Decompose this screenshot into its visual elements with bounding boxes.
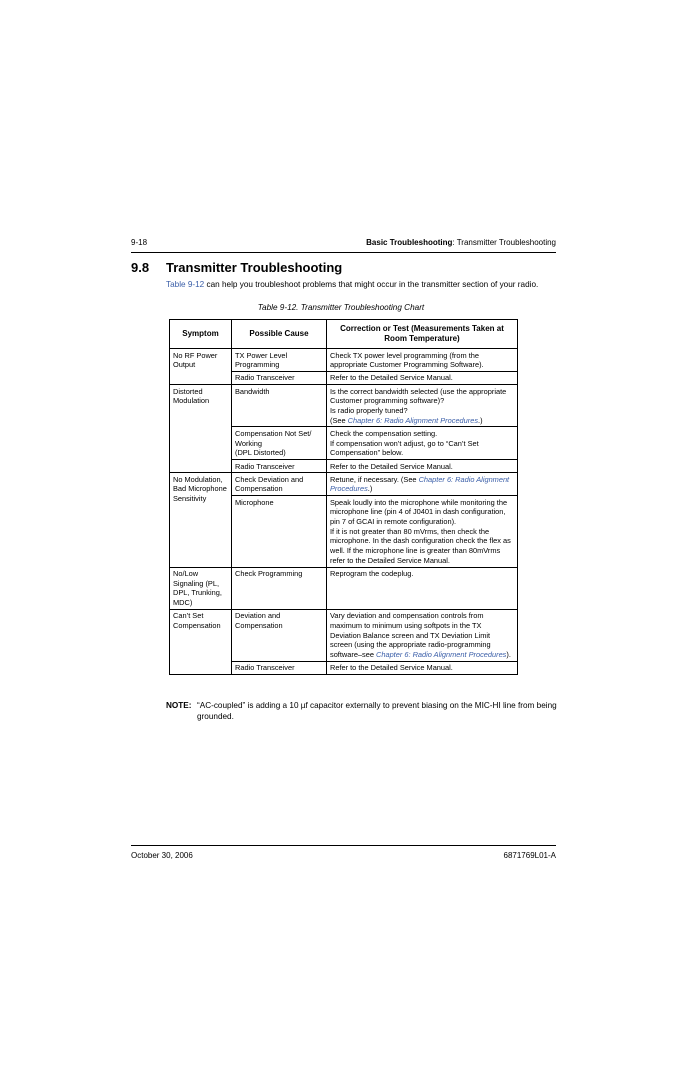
correction-cell bbox=[327, 371, 518, 384]
symptom-cell: No Modulation, Bad Microphone Sensitivity bbox=[170, 473, 232, 567]
correction-text: Check the compensation setting. If compensation won’t adjust, go to “Can’t Set Compensation” below. bbox=[330, 428, 479, 458]
header-rule bbox=[131, 252, 556, 253]
table-header-row bbox=[170, 320, 518, 349]
cause-cell: Bandwidth bbox=[232, 385, 327, 427]
section-number: 9.8 bbox=[131, 260, 150, 275]
section-intro bbox=[166, 279, 556, 290]
table-caption: Table 9-12. Transmitter Troubleshooting Chart bbox=[257, 303, 425, 312]
symptom-cell: No/Low Signaling (PL, DPL, Trunking, MDC) bbox=[170, 567, 232, 609]
correction-cell bbox=[327, 460, 518, 473]
correction-cell bbox=[327, 661, 518, 674]
correction-cell bbox=[327, 496, 518, 567]
header-correction: Correction or Test (Measurements Taken at Room Temperature) bbox=[327, 320, 518, 349]
cause-cell: TX Power Level Programming bbox=[232, 349, 327, 372]
header-chapter-rest: : Transmitter Troubleshooting bbox=[452, 238, 556, 247]
cause-cell: Check Programming bbox=[232, 567, 327, 609]
correction-text: Check TX power level programming (from the appropriate Customer Programming Software). bbox=[330, 350, 484, 370]
correction-cell bbox=[327, 385, 518, 427]
table-row bbox=[170, 385, 518, 427]
running-footer bbox=[131, 851, 556, 863]
correction-text: Vary deviation and compensation controls from maximum to minimum using softpots in the TX Deviation Balance screen and TX Deviation Limit screen (using the appropriate radio-programming software–see bbox=[330, 611, 491, 660]
header-chapter bbox=[366, 238, 556, 247]
cause-cell: Microphone bbox=[232, 496, 327, 567]
chapter-link[interactable]: Chapter 6: Radio Alignment Procedures bbox=[376, 650, 507, 660]
cause-cell: Radio Transceiver bbox=[232, 371, 327, 384]
correction-text: Refer to the Detailed Service Manual. bbox=[330, 461, 453, 471]
chapter-link[interactable]: Chapter 6: Radio Alignment Procedures bbox=[347, 415, 479, 425]
running-header bbox=[131, 238, 556, 250]
cause-cell: Compensation Not Set/ Working (DPL Distorted) bbox=[232, 427, 327, 460]
correction-text: Refer to the Detailed Service Manual. bbox=[330, 663, 453, 673]
header-chapter-bold: Basic Troubleshooting bbox=[366, 238, 453, 247]
footer-date: October 30, 2006 bbox=[131, 851, 193, 860]
correction-text-after: ). bbox=[506, 650, 511, 660]
table-row bbox=[170, 473, 518, 496]
cause-cell: Radio Transceiver bbox=[232, 460, 327, 473]
correction-cell bbox=[327, 609, 518, 661]
correction-text-after: .) bbox=[367, 484, 373, 494]
symptom-cell: Can’t Set Compensation bbox=[170, 609, 232, 674]
section-title: Transmitter Troubleshooting bbox=[166, 260, 343, 275]
correction-text: Is the correct bandwidth selected (use the appropriate Customer programming software)? Is radio properly tuned? (See bbox=[330, 386, 507, 425]
header-symptom: Symptom bbox=[170, 320, 232, 349]
troubleshooting-table bbox=[169, 319, 518, 675]
symptom-cell: No RF Power Output bbox=[170, 349, 232, 385]
note-label: NOTE: bbox=[166, 701, 192, 710]
correction-text: Reprogram the codeplug. bbox=[330, 569, 414, 579]
cause-cell: Deviation and Compensation bbox=[232, 609, 327, 661]
header-page-number: 9-18 bbox=[131, 238, 148, 247]
note bbox=[166, 700, 558, 722]
correction-text: Retune, if necessary. (See bbox=[330, 474, 419, 484]
correction-cell bbox=[327, 567, 518, 609]
correction-text: Refer to the Detailed Service Manual. bbox=[330, 373, 453, 383]
symptom-cell: Distorted Modulation bbox=[170, 385, 232, 473]
footer-doc-number: 6871769L01-A bbox=[503, 851, 556, 860]
cause-cell: Check Deviation and Compensation bbox=[232, 473, 327, 496]
correction-cell bbox=[327, 349, 518, 372]
cause-cell: Radio Transceiver bbox=[232, 661, 327, 674]
table-reference-link[interactable]: Table 9-12 bbox=[166, 280, 205, 289]
chapter-link[interactable]: Chapter 6: Radio Alignment Procedures bbox=[330, 474, 510, 494]
footer-rule bbox=[131, 845, 556, 846]
correction-cell bbox=[327, 427, 518, 460]
table-row bbox=[170, 609, 518, 661]
correction-text: Speak loudly into the microphone while monitoring the microphone line (pin 4 of J0401 in dash configuration, pin 7 of GCAI in remote configuration). If it is not greater than 80 mVrms, then check the microphone. In the dash configuration check the flex as well. If the microphone line is greater than 80mVrms refer to the Detailed Service Manual. bbox=[330, 497, 511, 565]
correction-text-after: .) bbox=[478, 415, 483, 425]
table-row bbox=[170, 567, 518, 609]
header-possible-cause: Possible Cause bbox=[232, 320, 327, 349]
table-row bbox=[170, 349, 518, 372]
intro-text: can help you troubleshoot problems that might occur in the transmitter section of your radio. bbox=[204, 280, 539, 289]
correction-cell bbox=[327, 473, 518, 496]
note-text: “AC-coupled” is adding a 10 µf capacitor externally to prevent biasing on the MIC-HI line from being grounded. bbox=[197, 701, 557, 721]
